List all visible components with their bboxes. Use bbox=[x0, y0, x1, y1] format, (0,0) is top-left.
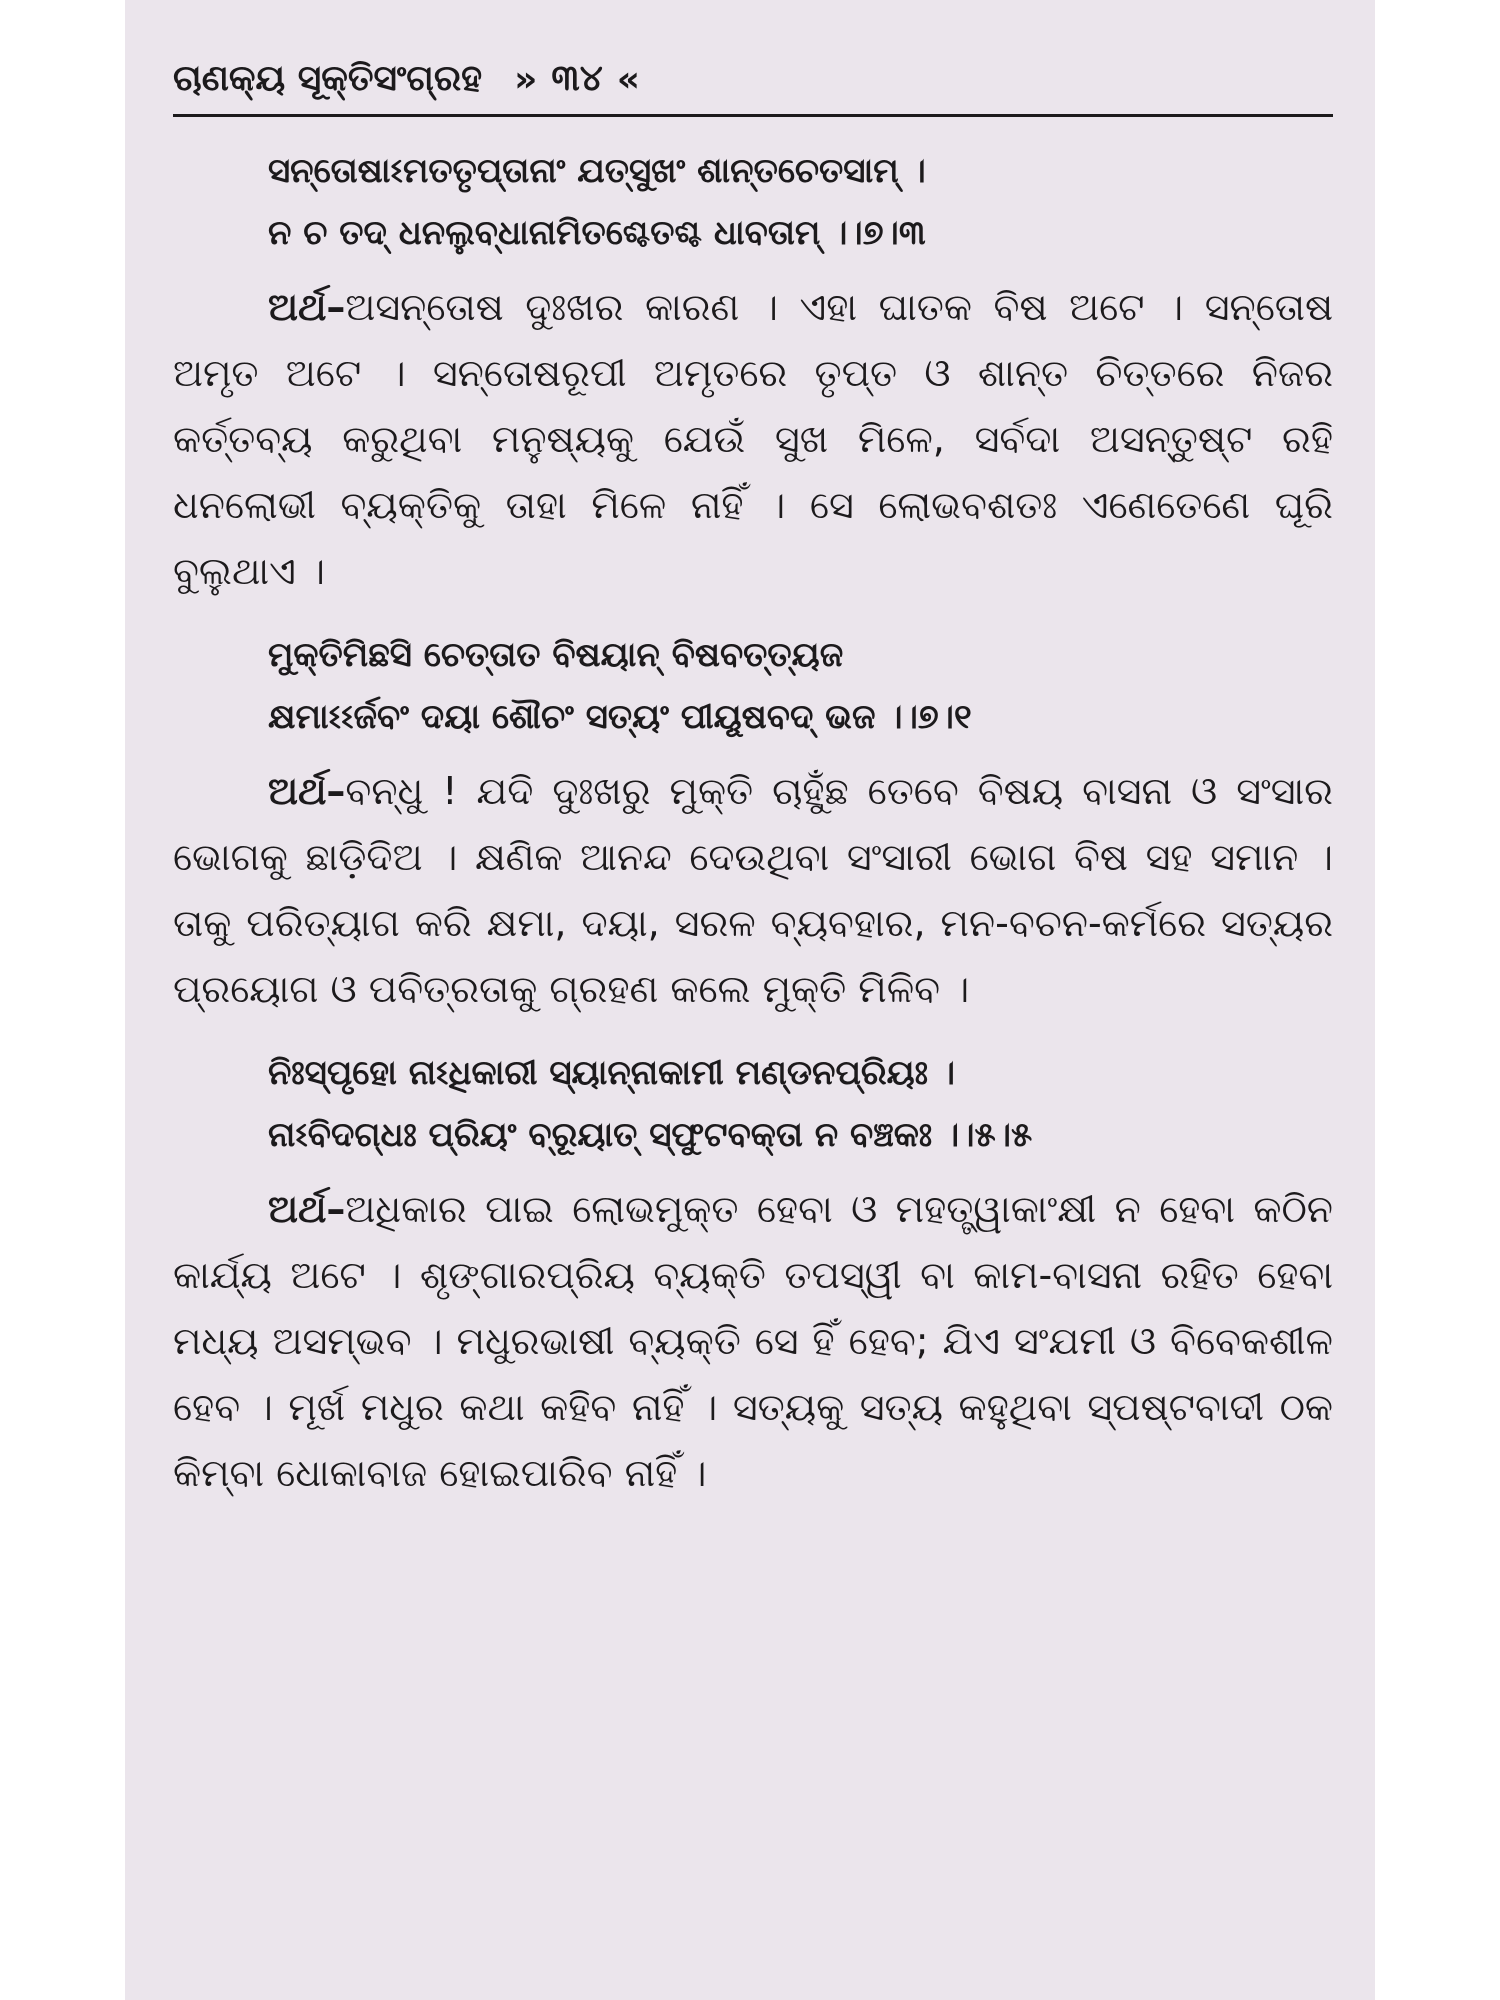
meaning-text: ବନ୍ଧୁ ! ଯଦି ଦୁଃଖରୁ ମୁକ୍ତି ଚାହୁଁଛ ତେବେ ବିଷୟ ବାସନା ଓ ସଂସାର ଭୋଗକୁ ଛାଡ଼ିଦିଅ । କ୍ଷଣିକ ଆନନ୍ଦ ଦେଉଥିବା ସଂସାରୀ ଭୋଗ ବିଷ ସହ ସମାନ । ତାକୁ ପରିତ୍ୟାଗ କରି କ୍ଷମା, ଦୟା, ସରଳ ବ୍ୟବହାର, ମନ-ବଚନ-କର୍ମରେ ସତ୍ୟର ପ୍ରୟୋଗ ଓ ପବିତ୍ରତାକୁ ଗ୍ରହଣ କଲେ ମୁକ୍ତି ମିଳିବ । bbox=[173, 769, 1333, 1011]
sanskrit-verse bbox=[173, 624, 1333, 748]
verse-line: ନ ଚ ତଦ୍ ଧନଲୁବ୍ଧାନାମିତଶ୍ଚେତଶ୍ଚ ଧାବତାମ୍ ।।୭।୩ bbox=[268, 213, 926, 253]
book-title: ଚାଣକ୍ୟ ସୂକ୍ତିସଂଗ୍ରହ bbox=[173, 58, 483, 99]
meaning-label: ଅର୍ଥ– bbox=[268, 1187, 346, 1231]
verse-meaning bbox=[173, 274, 1333, 604]
book-page bbox=[125, 0, 1375, 2000]
running-header bbox=[173, 48, 1333, 110]
verse-line: ନିଃସ୍ପୃହୋ ନାଽଧିକାରୀ ସ୍ୟାନ୍ନାକାମୀ ମଣ୍ଡନପ୍ରିୟଃ । bbox=[268, 1053, 956, 1093]
page-number: ୩୪ bbox=[551, 58, 603, 99]
sanskrit-verse bbox=[173, 140, 1333, 264]
page-body bbox=[173, 140, 1333, 1526]
left-marker: » bbox=[514, 58, 538, 100]
header-rule bbox=[173, 114, 1333, 117]
verse-line: ସନ୍ତୋଷାଽମତତୃପ୍ତାନାଂ ଯତ୍ସୁଖଂ ଶାନ୍ତଚେତସାମ୍ । bbox=[268, 151, 926, 191]
meaning-text: ଅଧିକାର ପାଇ ଲୋଭମୁକ୍ତ ହେବା ଓ ମହତ୍ତ୍ୱାକାଂକ୍ଷୀ ନ ହେବା କଠିନ କାର୍ଯ୍ୟ ଅଟେ । ଶୃଙ୍ଗାରପ୍ରିୟ ବ୍ୟକ୍ତି ତପସ୍ୱୀ ବା କାମ-ବାସନା ରହିତ ହେବା ମଧ୍ୟ ଅସମ୍ଭବ । ମଧୁରଭାଷୀ ବ୍ୟକ୍ତି ସେ ହିଁ ହେବ; ଯିଏ ସଂଯମୀ ଓ ବିବେକଶୀଳ ହେବ । ମୂର୍ଖ ମଧୁର କଥା କହିବ ନାହିଁ । ସତ୍ୟକୁ ସତ୍ୟ କହୁଥିବା ସ୍ପଷ୍ଟବାଦୀ ଠକ କିମ୍ବା ଧୋକାବାଜ ହୋଇପାରିବ ନାହିଁ । bbox=[173, 1187, 1333, 1495]
verse-meaning bbox=[173, 758, 1333, 1022]
sanskrit-verse bbox=[173, 1042, 1333, 1166]
verse-line: କ୍ଷମାଽଽର୍ଜବଂ ଦୟା ଶୌଚଂ ସତ୍ୟଂ ପୀୟୂଷବଦ୍ ଭଜ ।।୭।୧ bbox=[268, 697, 972, 737]
verse-meaning bbox=[173, 1176, 1333, 1506]
meaning-label: ଅର୍ଥ– bbox=[268, 769, 346, 813]
verse-line: ନାଽବିଦଗ୍ଧଃ ପ୍ରିୟଂ ବ୍ରୂୟାତ୍ ସ୍ଫୁଟବକ୍ତା ନ ବଞ୍ଚକଃ ।।୫।୫ bbox=[268, 1115, 1033, 1155]
meaning-label: ଅର୍ଥ– bbox=[268, 285, 346, 329]
meaning-text: ଅସନ୍ତୋଷ ଦୁଃଖର କାରଣ । ଏହା ଘାତକ ବିଷ ଅଟେ । ସନ୍ତୋଷ ଅମୃତ ଅଟେ । ସନ୍ତୋଷରୂପୀ ଅମୃତରେ ତୃପ୍ତ ଓ ଶାନ୍ତ ଚିତ୍ତରେ ନିଜର କର୍ତ୍ତବ୍ୟ କରୁଥିବା ମନୁଷ୍ୟକୁ ଯେଉଁ ସୁଖ ମିଳେ, ସର୍ବଦା ଅସନ୍ତୁଷ୍ଟ ରହି ଧନଲୋଭୀ ବ୍ୟକ୍ତିକୁ ତାହା ମିଳେ ନାହିଁ । ସେ ଲୋଭବଶତଃ ଏଣେତେଣେ ଘୂରି ବୁଲୁଥାଏ । bbox=[173, 285, 1333, 593]
right-marker: « bbox=[616, 58, 641, 100]
verse-line: ମୁକ୍ତିମିଛସି ଚେତ୍ତାତ ବିଷୟାନ୍ ବିଷବତ୍ତ୍ୟଜ bbox=[268, 635, 844, 675]
